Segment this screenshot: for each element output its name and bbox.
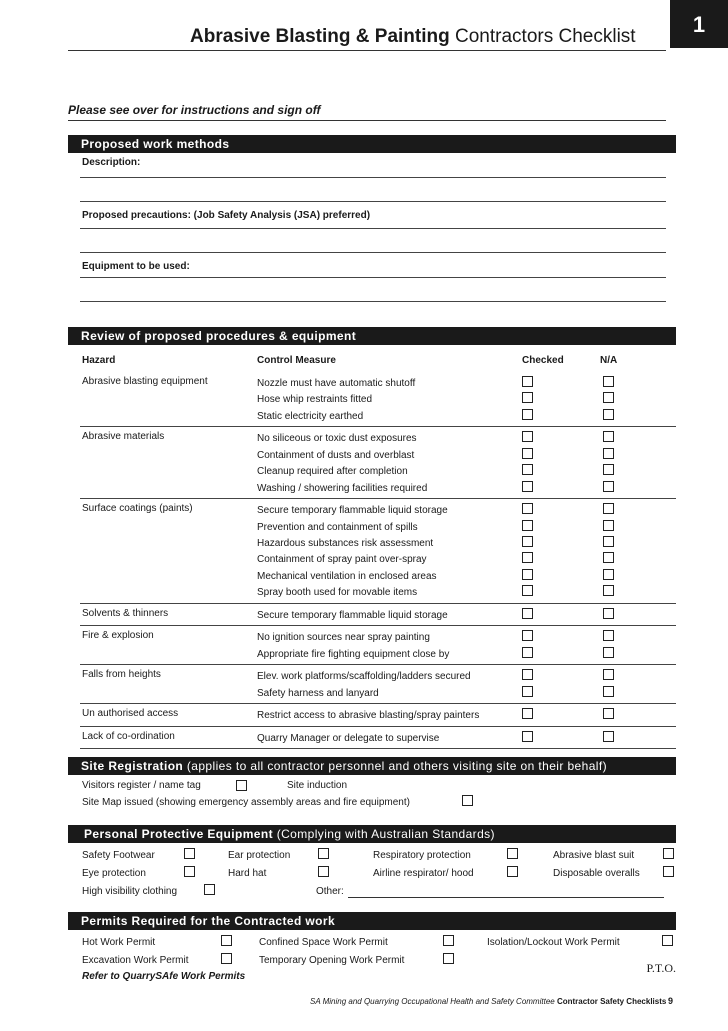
hazard-label: Abrasive blasting equipment: [82, 376, 208, 387]
na-checkbox[interactable]: [603, 608, 614, 619]
na-checkbox[interactable]: [603, 669, 614, 680]
footer-page-number: 9: [668, 996, 674, 1006]
checked-checkbox[interactable]: [522, 608, 533, 619]
registration-heading-rest: (applies to all contractor personnel and others visiting site on their behalf): [186, 759, 607, 773]
checked-checkbox[interactable]: [522, 585, 533, 596]
checked-checkbox[interactable]: [522, 630, 533, 641]
footer-committee: SA Mining and Quarrying Occupational Health and Safety Committee: [310, 997, 555, 1006]
row-separator: [80, 498, 676, 499]
description-line-1[interactable]: [80, 177, 666, 178]
ppe-high-vis-checkbox[interactable]: [204, 884, 215, 895]
checked-checkbox[interactable]: [522, 464, 533, 475]
ppe-hard-hat: Hard hat: [228, 868, 267, 879]
checked-checkbox[interactable]: [522, 669, 533, 680]
page-badge: 1: [670, 0, 728, 48]
hazard-label: Un authorised access: [82, 708, 179, 720]
col-na: N/A: [600, 355, 618, 366]
registration-heading-bold: Site Registration: [81, 759, 184, 773]
permit-isolation: Isolation/Lockout Work Permit: [487, 937, 620, 948]
footer-series: Contractor Safety Checklists: [556, 997, 667, 1006]
row-separator: [80, 625, 676, 626]
ppe-safety-footwear: Safety Footwear: [82, 850, 155, 861]
control-measure: No ignition sources near spray painting: [257, 632, 430, 644]
equipment-label: Equipment to be used:: [82, 261, 190, 272]
hazard-label: Solvents & thinners: [82, 607, 169, 619]
control-measure: Safety harness and lanyard: [257, 687, 379, 699]
title-bold: Abrasive Blasting & Painting: [190, 26, 450, 47]
permit-temporary-opening-checkbox[interactable]: [443, 953, 454, 964]
checked-checkbox[interactable]: [522, 503, 533, 514]
checked-checkbox[interactable]: [522, 569, 533, 580]
control-measure: Mechanical ventilation in enclosed areas: [257, 570, 437, 582]
na-checkbox[interactable]: [603, 552, 614, 563]
induction-label: Site induction: [287, 780, 348, 791]
description-line-2[interactable]: [80, 201, 666, 202]
control-measure: Secure temporary flammable liquid storage: [257, 609, 448, 621]
na-checkbox[interactable]: [603, 448, 614, 459]
na-checkbox[interactable]: [603, 731, 614, 742]
ppe-blast-suit-checkbox[interactable]: [663, 848, 674, 859]
na-checkbox[interactable]: [603, 503, 614, 514]
hazard-label: Lack of co-ordination: [82, 731, 175, 742]
control-measure: Elev. work platforms/scaffolding/ladders secured: [257, 671, 471, 683]
ppe-other-label: Other:: [316, 886, 344, 897]
col-checked: Checked: [522, 355, 564, 366]
na-checkbox[interactable]: [603, 647, 614, 658]
row-separator: [80, 748, 676, 749]
permit-excavation-checkbox[interactable]: [221, 953, 232, 964]
control-measure: Hazardous substances risk assessment: [257, 538, 434, 549]
checked-checkbox[interactable]: [522, 536, 533, 547]
col-control: Control Measure: [257, 355, 336, 366]
ppe-hard-hat-checkbox[interactable]: [318, 866, 329, 877]
control-measure: Nozzle must have automatic shutoff: [257, 378, 416, 389]
control-measure: No siliceous or toxic dust exposures: [257, 433, 417, 445]
na-checkbox[interactable]: [603, 481, 614, 492]
permit-isolation-checkbox[interactable]: [662, 935, 673, 946]
checked-checkbox[interactable]: [522, 409, 533, 420]
permit-hot-work-checkbox[interactable]: [221, 935, 232, 946]
col-hazard: Hazard: [82, 355, 116, 366]
ppe-eye-protection: Eye protection: [82, 868, 146, 879]
hazard-label: Abrasive materials: [82, 431, 165, 443]
visitors-label: Visitors register / name tag: [82, 780, 201, 791]
checked-checkbox[interactable]: [522, 481, 533, 492]
permit-confined-space-checkbox[interactable]: [443, 935, 454, 946]
row-separator: [80, 726, 676, 727]
ppe-other-field[interactable]: [348, 897, 664, 898]
pto-note: P.T.O.: [646, 961, 676, 975]
control-measure: Quarry Manager or delegate to supervise: [257, 733, 440, 744]
checked-checkbox[interactable]: [522, 731, 533, 742]
na-checkbox[interactable]: [603, 431, 614, 442]
precautions-label: Proposed precautions: (Job Safety Analysis (JSA) preferred): [82, 210, 371, 221]
permits-refer-note: Refer to QuarrySAfe Work Permits: [82, 971, 246, 982]
control-measure: Containment of dusts and overblast: [257, 449, 415, 461]
na-checkbox[interactable]: [603, 686, 614, 697]
ppe-disposable-overalls: Disposable overalls: [553, 868, 640, 879]
checked-checkbox[interactable]: [522, 392, 533, 403]
checked-checkbox[interactable]: [522, 376, 533, 387]
permit-temporary-opening: Temporary Opening Work Permit: [259, 955, 405, 966]
checked-checkbox[interactable]: [522, 552, 533, 563]
ppe-respiratory-protection: Respiratory protection: [373, 850, 471, 861]
na-checkbox[interactable]: [603, 630, 614, 641]
checked-checkbox[interactable]: [522, 431, 533, 442]
section-review-heading: Review of proposed procedures & equipment: [81, 329, 357, 343]
permits-heading: Permits Required for the Contracted work: [81, 914, 336, 928]
section-proposed-heading: Proposed work methods: [81, 137, 230, 151]
row-separator: [80, 664, 676, 665]
subtitle: Please see over for instructions and sign off: [68, 103, 321, 117]
site-map-checkbox[interactable]: [462, 795, 473, 806]
na-checkbox[interactable]: [603, 569, 614, 580]
na-checkbox[interactable]: [603, 376, 614, 387]
na-checkbox[interactable]: [603, 409, 614, 420]
section-site-registration: [68, 757, 676, 775]
permit-confined-space: Confined Space Work Permit: [259, 937, 388, 948]
row-separator: [80, 426, 676, 427]
subtitle-rule: [68, 120, 666, 121]
na-checkbox[interactable]: [603, 392, 614, 403]
title-rule: [68, 50, 666, 51]
row-separator: [80, 603, 676, 604]
title-rest: Contractors Checklist: [455, 26, 636, 47]
permit-hot-work: Hot Work Permit: [82, 937, 156, 948]
control-measure: Restrict access to abrasive blasting/spray painters: [257, 710, 480, 722]
ppe-overalls-checkbox[interactable]: [663, 866, 674, 877]
page-title: [190, 26, 636, 48]
precautions-line-2[interactable]: [80, 252, 666, 253]
na-checkbox[interactable]: [603, 708, 614, 719]
control-measure: Washing / showering facilities required: [257, 482, 428, 494]
control-measure: Cleanup required after completion: [257, 466, 408, 478]
na-checkbox[interactable]: [603, 585, 614, 596]
ppe-airline-respirator: Airline respirator/ hood: [373, 868, 474, 879]
site-map-label: Site Map issued (showing emergency assembly areas and fire equipment): [82, 797, 410, 808]
hazard-label: Fire & explosion: [82, 630, 154, 642]
section-ppe: [68, 825, 676, 843]
section-permits: [68, 912, 676, 930]
control-measure: Spray booth used for movable items: [257, 587, 418, 599]
ppe-high-visibility: High visibility clothing: [82, 886, 178, 897]
na-checkbox[interactable]: [603, 464, 614, 475]
checked-checkbox[interactable]: [522, 686, 533, 697]
ppe-eye-protection-checkbox[interactable]: [184, 866, 195, 877]
ppe-respiratory-checkbox[interactable]: [507, 848, 518, 859]
ppe-airline-checkbox[interactable]: [507, 866, 518, 877]
control-measure: Secure temporary flammable liquid storage: [257, 505, 448, 517]
checked-checkbox[interactable]: [522, 520, 533, 531]
checked-checkbox[interactable]: [522, 448, 533, 459]
ppe-heading-bold: Personal Protective Equipment: [84, 827, 273, 841]
hazard-label: Falls from heights: [82, 669, 161, 681]
section-review: [68, 327, 676, 345]
footer-credit: [310, 997, 666, 1006]
ppe-ear-protection: Ear protection: [228, 850, 291, 861]
control-measure: Hose whip restraints fitted: [257, 394, 373, 406]
ppe-heading-rest: (Complying with Australian Standards): [276, 827, 495, 841]
hazard-label: Surface coatings (paints): [82, 503, 193, 515]
ppe-abrasive-blast-suit: Abrasive blast suit: [553, 850, 635, 861]
precautions-line-1[interactable]: [80, 228, 666, 229]
description-label: Description:: [82, 157, 141, 168]
control-measure: Prevention and containment of spills: [257, 521, 418, 533]
equipment-line-2[interactable]: [80, 301, 666, 302]
na-checkbox[interactable]: [603, 536, 614, 547]
control-measure: Static electricity earthed: [257, 410, 364, 422]
checked-checkbox[interactable]: [522, 647, 533, 658]
control-measure: Containment of spray paint over-spray: [257, 554, 427, 566]
control-measure: Appropriate fire fighting equipment close by: [257, 648, 450, 660]
section-proposed-work: [68, 135, 676, 153]
visitors-checkbox[interactable]: [236, 780, 247, 791]
ppe-ear-protection-checkbox[interactable]: [318, 848, 329, 859]
row-separator: [80, 703, 676, 704]
permit-excavation: Excavation Work Permit: [82, 955, 189, 966]
na-checkbox[interactable]: [603, 520, 614, 531]
checked-checkbox[interactable]: [522, 708, 533, 719]
equipment-line-1[interactable]: [80, 277, 666, 278]
ppe-safety-footwear-checkbox[interactable]: [184, 848, 195, 859]
